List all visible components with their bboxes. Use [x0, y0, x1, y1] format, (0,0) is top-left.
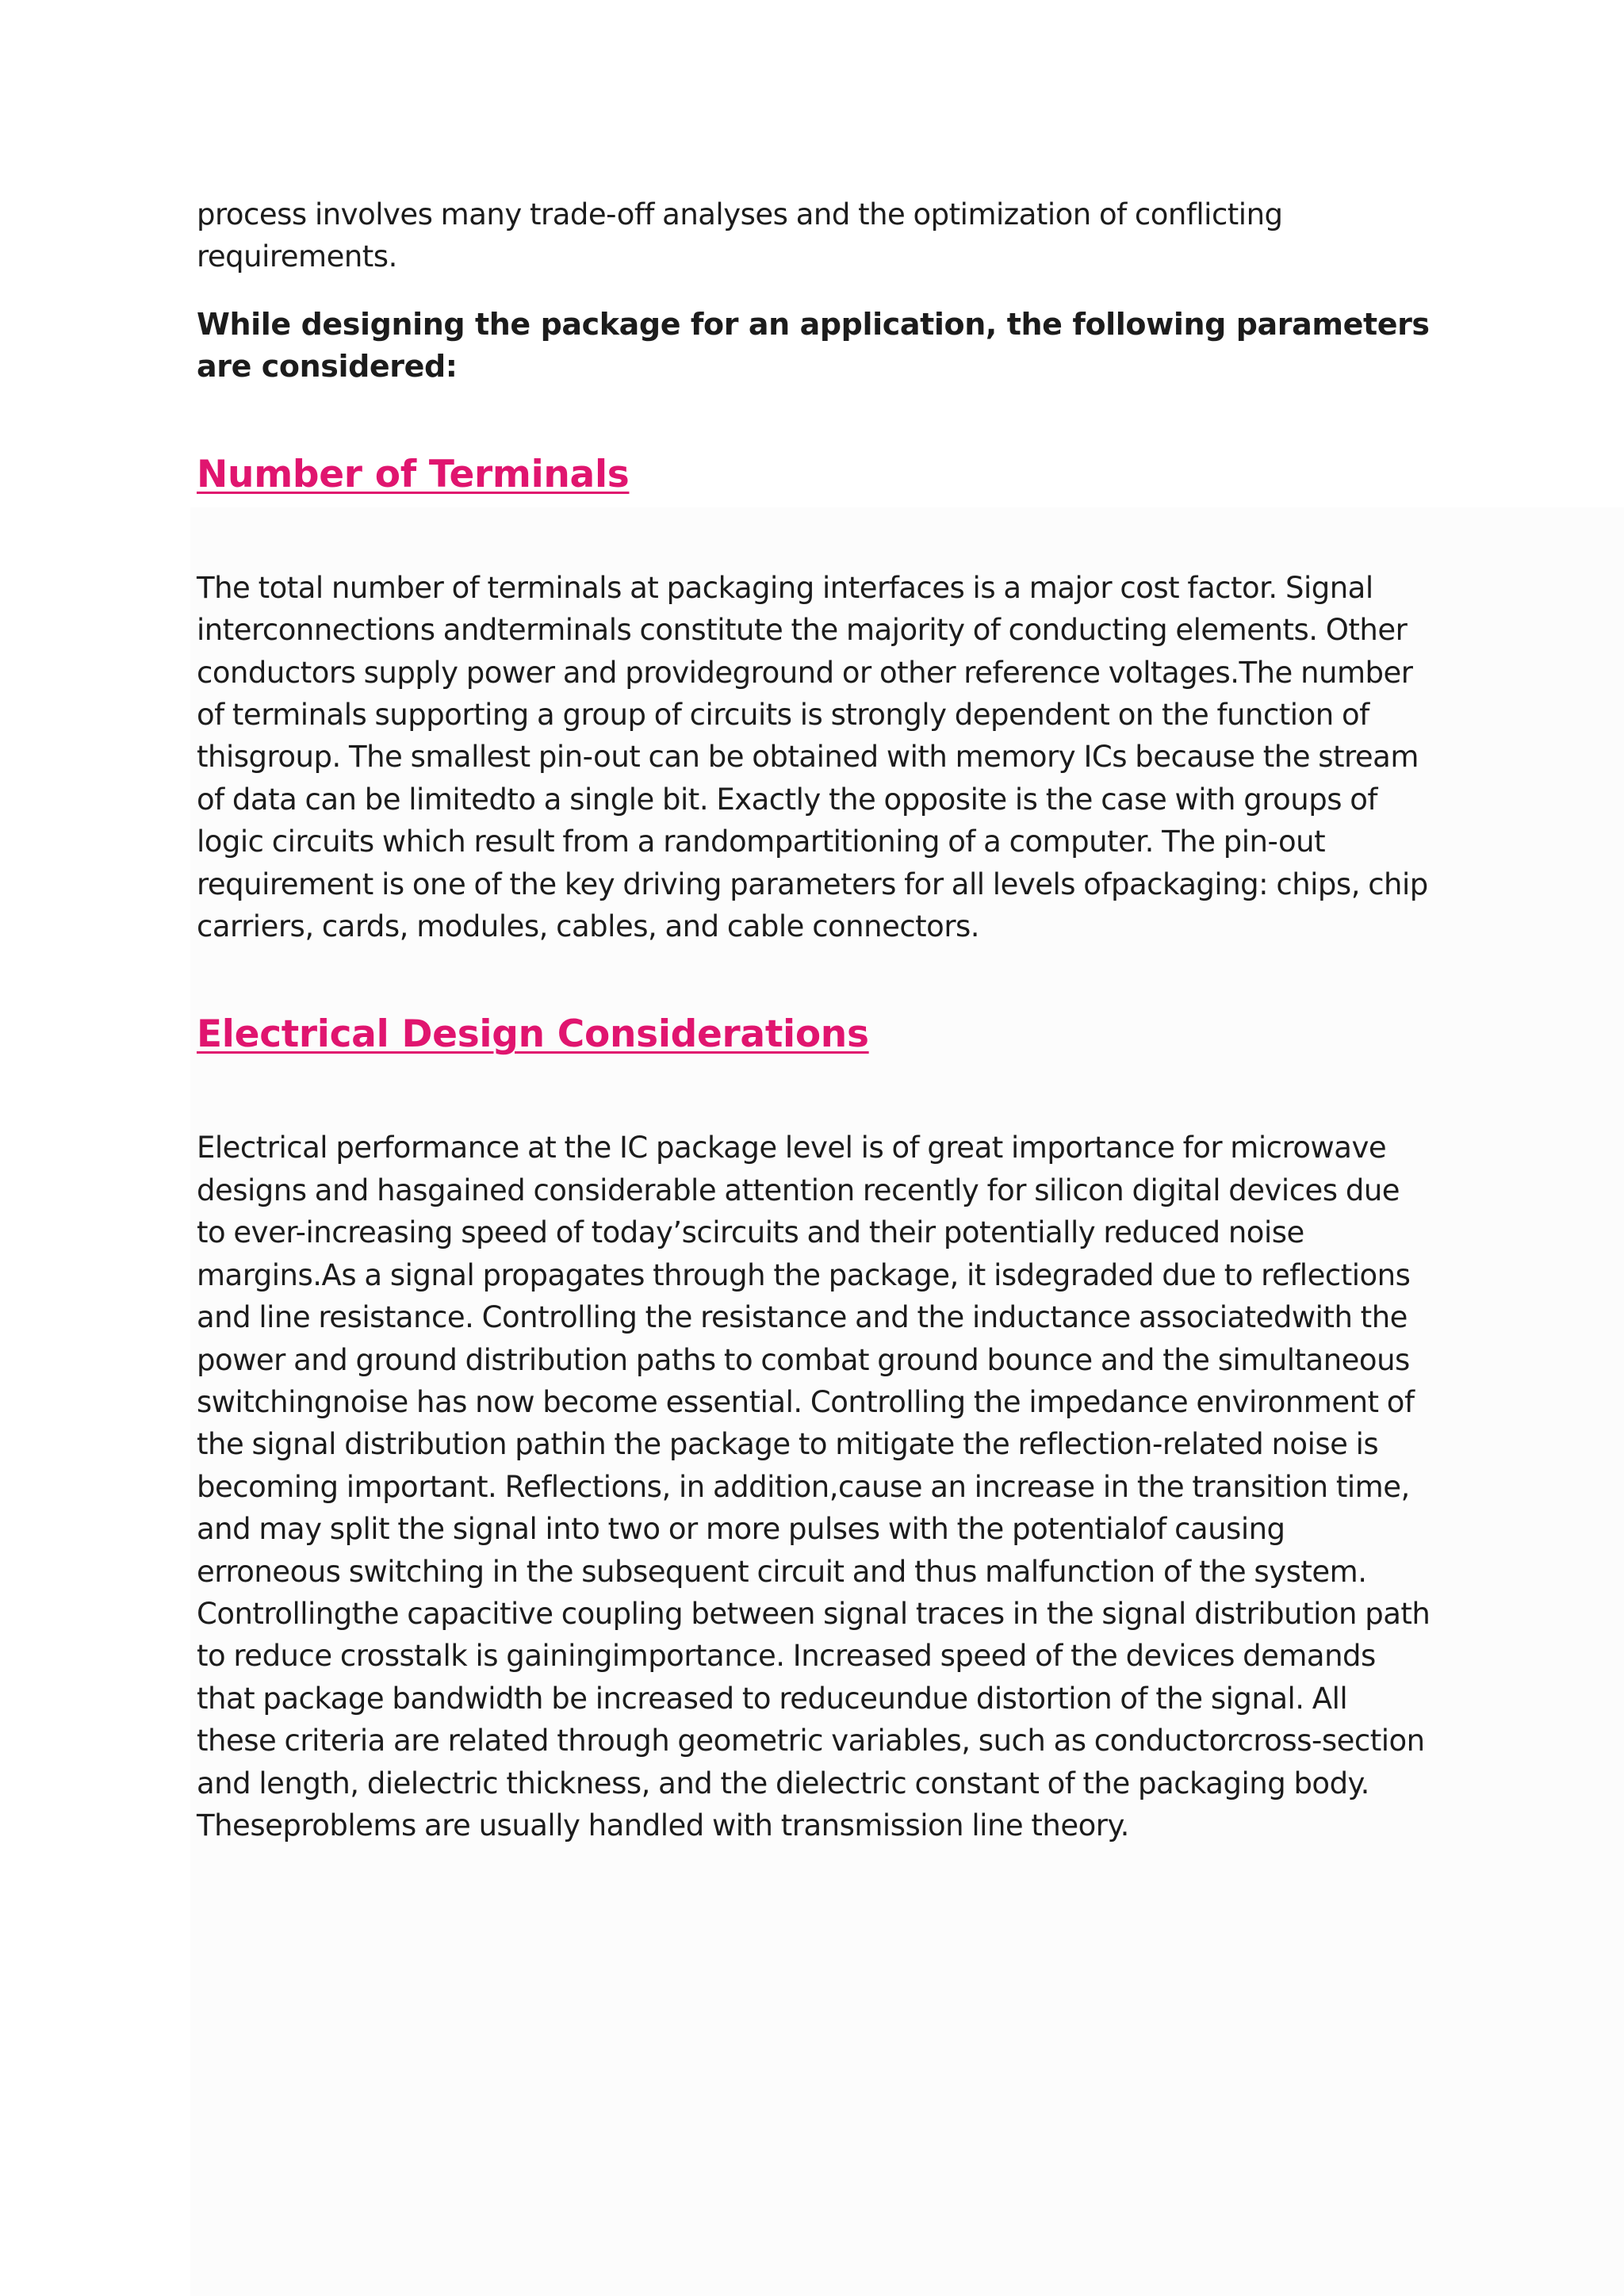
- section-body-number-of-terminals: The total number of terminals at packaging interfaces is a major cost factor. Signal interconnections andterminals constitute the majority of conducting elements. Other conductors supply power and provideground or other reference voltages.The number of terminals supporting a group of circuits is strongly dependent on the function of thisgroup. The smallest pin-out can be obtained with memory ICs because the stream of data can be limitedto a single bit. Exactly the opposite is the case with groups of logic circuits which result from a randompartitioning of a computer. The pin-out requirement is one of the key driving parameters for all levels ofpackaging: chips, chip carriers, cards, modules, cables, and cable connectors.: [197, 570, 1428, 944]
- section-heading-electrical-design: Electrical Design Considerations: [197, 1012, 869, 1057]
- intro-paragraph: process involves many trade-off analyses and the optimization of conflicting requirements.: [197, 197, 1283, 274]
- parameters-lead-in: While designing the package for an application, the following parameters are considered:: [197, 306, 1430, 384]
- section-heading-number-of-terminals: Number of Terminals: [197, 452, 630, 496]
- document-page: [197, 193, 1434, 1846]
- section-body-electrical-design: Electrical performance at the IC package level is of great importance for microwave designs and hasgained considerable attention recently for silicon digital devices due to ever-increasing speed of today’scircuits and their potentially reduced noise margins.As a signal propagates through the package, it isdegraded due to reflections and line resistance. Controlling the resistance and the inductance associatedwith the power and ground distribution paths to combat ground bounce and the simultaneous switchingnoise has now become essential. Controlling the impedance environment of the signal distribution pathin the package to mitigate the reflection-related noise is becoming important. Reflections, in addition,cause an increase in the transition time, and may split the signal into two or more pulses with the potentialof causing erroneous switching in the subsequent circuit and thus malfunction of the system. Controllingthe capacitive coupling between signal traces in the signal distribution path to reduce crosstalk is gainingimportance. Increased speed of the devices demands that package bandwidth be increased to reduceundue distortion of the signal. All these criteria are related through geometric variables, such as conductorcross-section and length, dielectric thickness, and the dielectric constant of the packaging body. Theseproblems are usually handled with transmission line theory.: [197, 1131, 1431, 1843]
